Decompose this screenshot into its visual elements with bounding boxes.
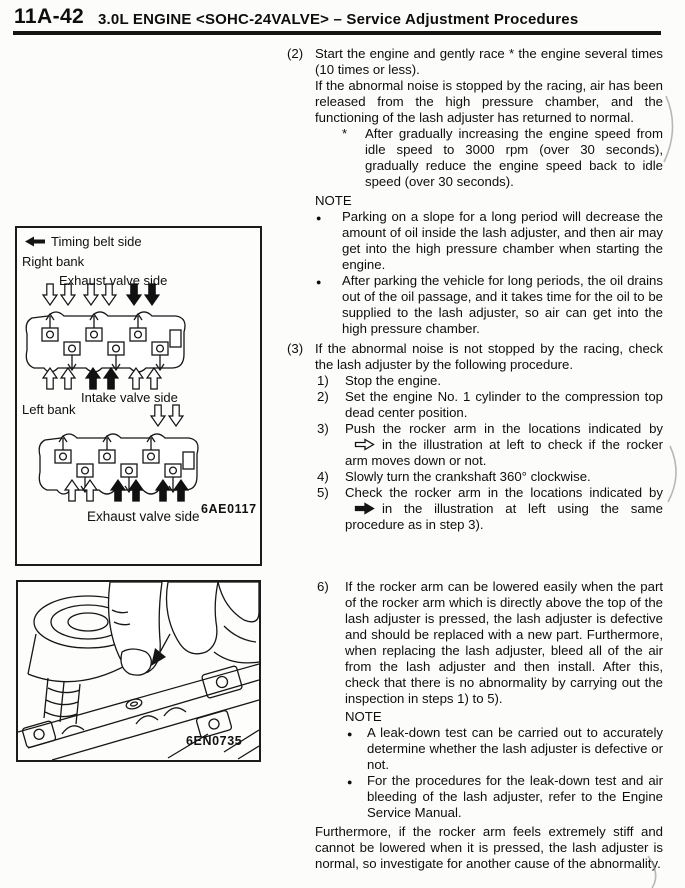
- substep-3-marker: 3): [317, 421, 329, 436]
- footnote-text: After gradually increasing the engine speed from idle speed to 3000 rpm (over 30 seconds), gradually reduce the engine speed back to idle speed (over 30 seconds).: [365, 126, 663, 189]
- step-2-marker: (2): [287, 46, 304, 61]
- step-3-marker: (3): [287, 341, 304, 356]
- figure-code: 6EN0735: [186, 734, 243, 748]
- substep-4-marker: 4): [317, 469, 329, 484]
- note-1-bullet-1: [315, 209, 663, 273]
- header-rule: [13, 31, 661, 35]
- note-2-title: NOTE: [345, 709, 382, 724]
- step-3: [287, 341, 663, 373]
- note-1-bullet-2-text: After parking the vehicle for long periods, the oil drains out of the oil passage, and it takes time for the oil to be supplied to the lash adjuster, so air can get into the high pressure chamber.: [342, 273, 663, 336]
- substep-1-marker: 1): [317, 373, 329, 388]
- bullet-icon: ●: [347, 777, 353, 787]
- substep-3-text-a: Push the rocker arm in the locations indicated by: [345, 421, 663, 436]
- figure-valve-layout: [15, 226, 262, 566]
- substep-3: [315, 421, 663, 469]
- left-bank-label: Left bank: [22, 402, 76, 417]
- note-1-title: NOTE: [315, 193, 352, 208]
- timing-belt-label-text: Timing belt side: [51, 234, 142, 249]
- page-title: 3.0L ENGINE <SOHC-24VALVE> – Service Adjustment Procedures: [98, 11, 579, 28]
- substep-5-marker: 5): [317, 485, 329, 500]
- substeps: [315, 373, 663, 707]
- timing-belt-label: [25, 234, 142, 249]
- page-number: 11A-42: [14, 5, 85, 28]
- substep-5-text-b: in the illustration at left using the same procedure as in step 3).: [345, 501, 663, 532]
- substep-4-text: Slowly turn the crankshaft 360° clockwise.: [345, 469, 591, 484]
- substep-2-text: Set the engine No. 1 cylinder to the compression top dead center position.: [345, 389, 663, 420]
- bullet-icon: ●: [316, 213, 322, 223]
- footnote: [287, 126, 663, 190]
- substep-6-marker: 6): [317, 579, 329, 594]
- left-arrow-icon: [25, 236, 45, 247]
- step-3-text: If the abnormal noise is not stopped by the racing, check the lash adjuster by the following procedure.: [315, 341, 663, 372]
- substep-2: [315, 389, 663, 421]
- substep-5-text-a: Check the rocker arm in the locations indicated by: [345, 485, 663, 500]
- note-2-bullet-1: [345, 725, 663, 773]
- note-1-bullet-2: [315, 273, 663, 337]
- exhaust-bottom-label: Exhaust valve side: [87, 509, 200, 524]
- note-2-bullet-2-text: For the procedures for the leak-down test and air bleeding of the lash adjuster, refer to the Engine Service Manual.: [367, 773, 663, 820]
- procedure-text-column: [287, 46, 663, 872]
- exhaust-top-label: Exhaust valve side: [59, 273, 168, 288]
- right-bank-label: Right bank: [22, 254, 85, 269]
- step-2: [287, 46, 663, 126]
- note-block-2: [345, 709, 663, 821]
- filled-right-arrow-icon: [354, 502, 375, 515]
- intake-label: Intake valve side: [81, 390, 178, 405]
- substep-6-text: If the rocker arm can be lowered easily when the part of the rocker arm which is directly above the top of the lash adjuster is pressed, the lash adjuster is defective and should be replaced with a new part. Furthermore, when replacing the lash adjuster, bleed all of the air from the lash adjuster and then install. After this, check that there is no abnormality by carrying out the inspection in steps 1) to 5).: [345, 579, 663, 706]
- substep-6: [315, 579, 663, 707]
- closing-paragraph: Furthermore, if the rocker arm feels extremely stiff and cannot be lowered when it is pressed, the lash adjuster is normal, so investigate for another cause of the abnormality.: [315, 824, 663, 871]
- substep-1-text: Stop the engine.: [345, 373, 442, 388]
- substep-3-text-b: in the illustration at left to check if the rocker arm moves down or not.: [345, 437, 663, 468]
- substep-1: [315, 373, 663, 389]
- substep-5: [315, 485, 663, 533]
- footnote-marker: *: [342, 126, 348, 141]
- substep-2-marker: 2): [317, 389, 329, 404]
- note-2-bullet-2: [345, 773, 663, 821]
- note-2-bullet-1-text: A leak-down test can be carried out to accurately determine whether the lash adjuster is defective or not.: [367, 725, 663, 772]
- substep-4: [315, 469, 663, 485]
- note-1-bullet-1-text: Parking on a slope for a long period will decrease the amount of oil inside the lash adjuster, and then air may get into the high pressure chamber when starting the engine.: [342, 209, 663, 272]
- figure-press-check: [16, 580, 261, 762]
- note-block-1: [315, 193, 663, 337]
- step-2-text-1: Start the engine and gently race * the engine several times (10 times or less).: [315, 46, 663, 77]
- bullet-icon: ●: [347, 729, 353, 739]
- step-2-text-2: If the abnormal noise is stopped by the racing, air has been released from the high pressure chamber, and the functioning of the lash adjuster has returned to normal.: [315, 78, 663, 125]
- figure-code: 6AE0117: [201, 502, 257, 516]
- open-right-arrow-icon: [354, 438, 375, 451]
- bullet-icon: ●: [316, 277, 322, 287]
